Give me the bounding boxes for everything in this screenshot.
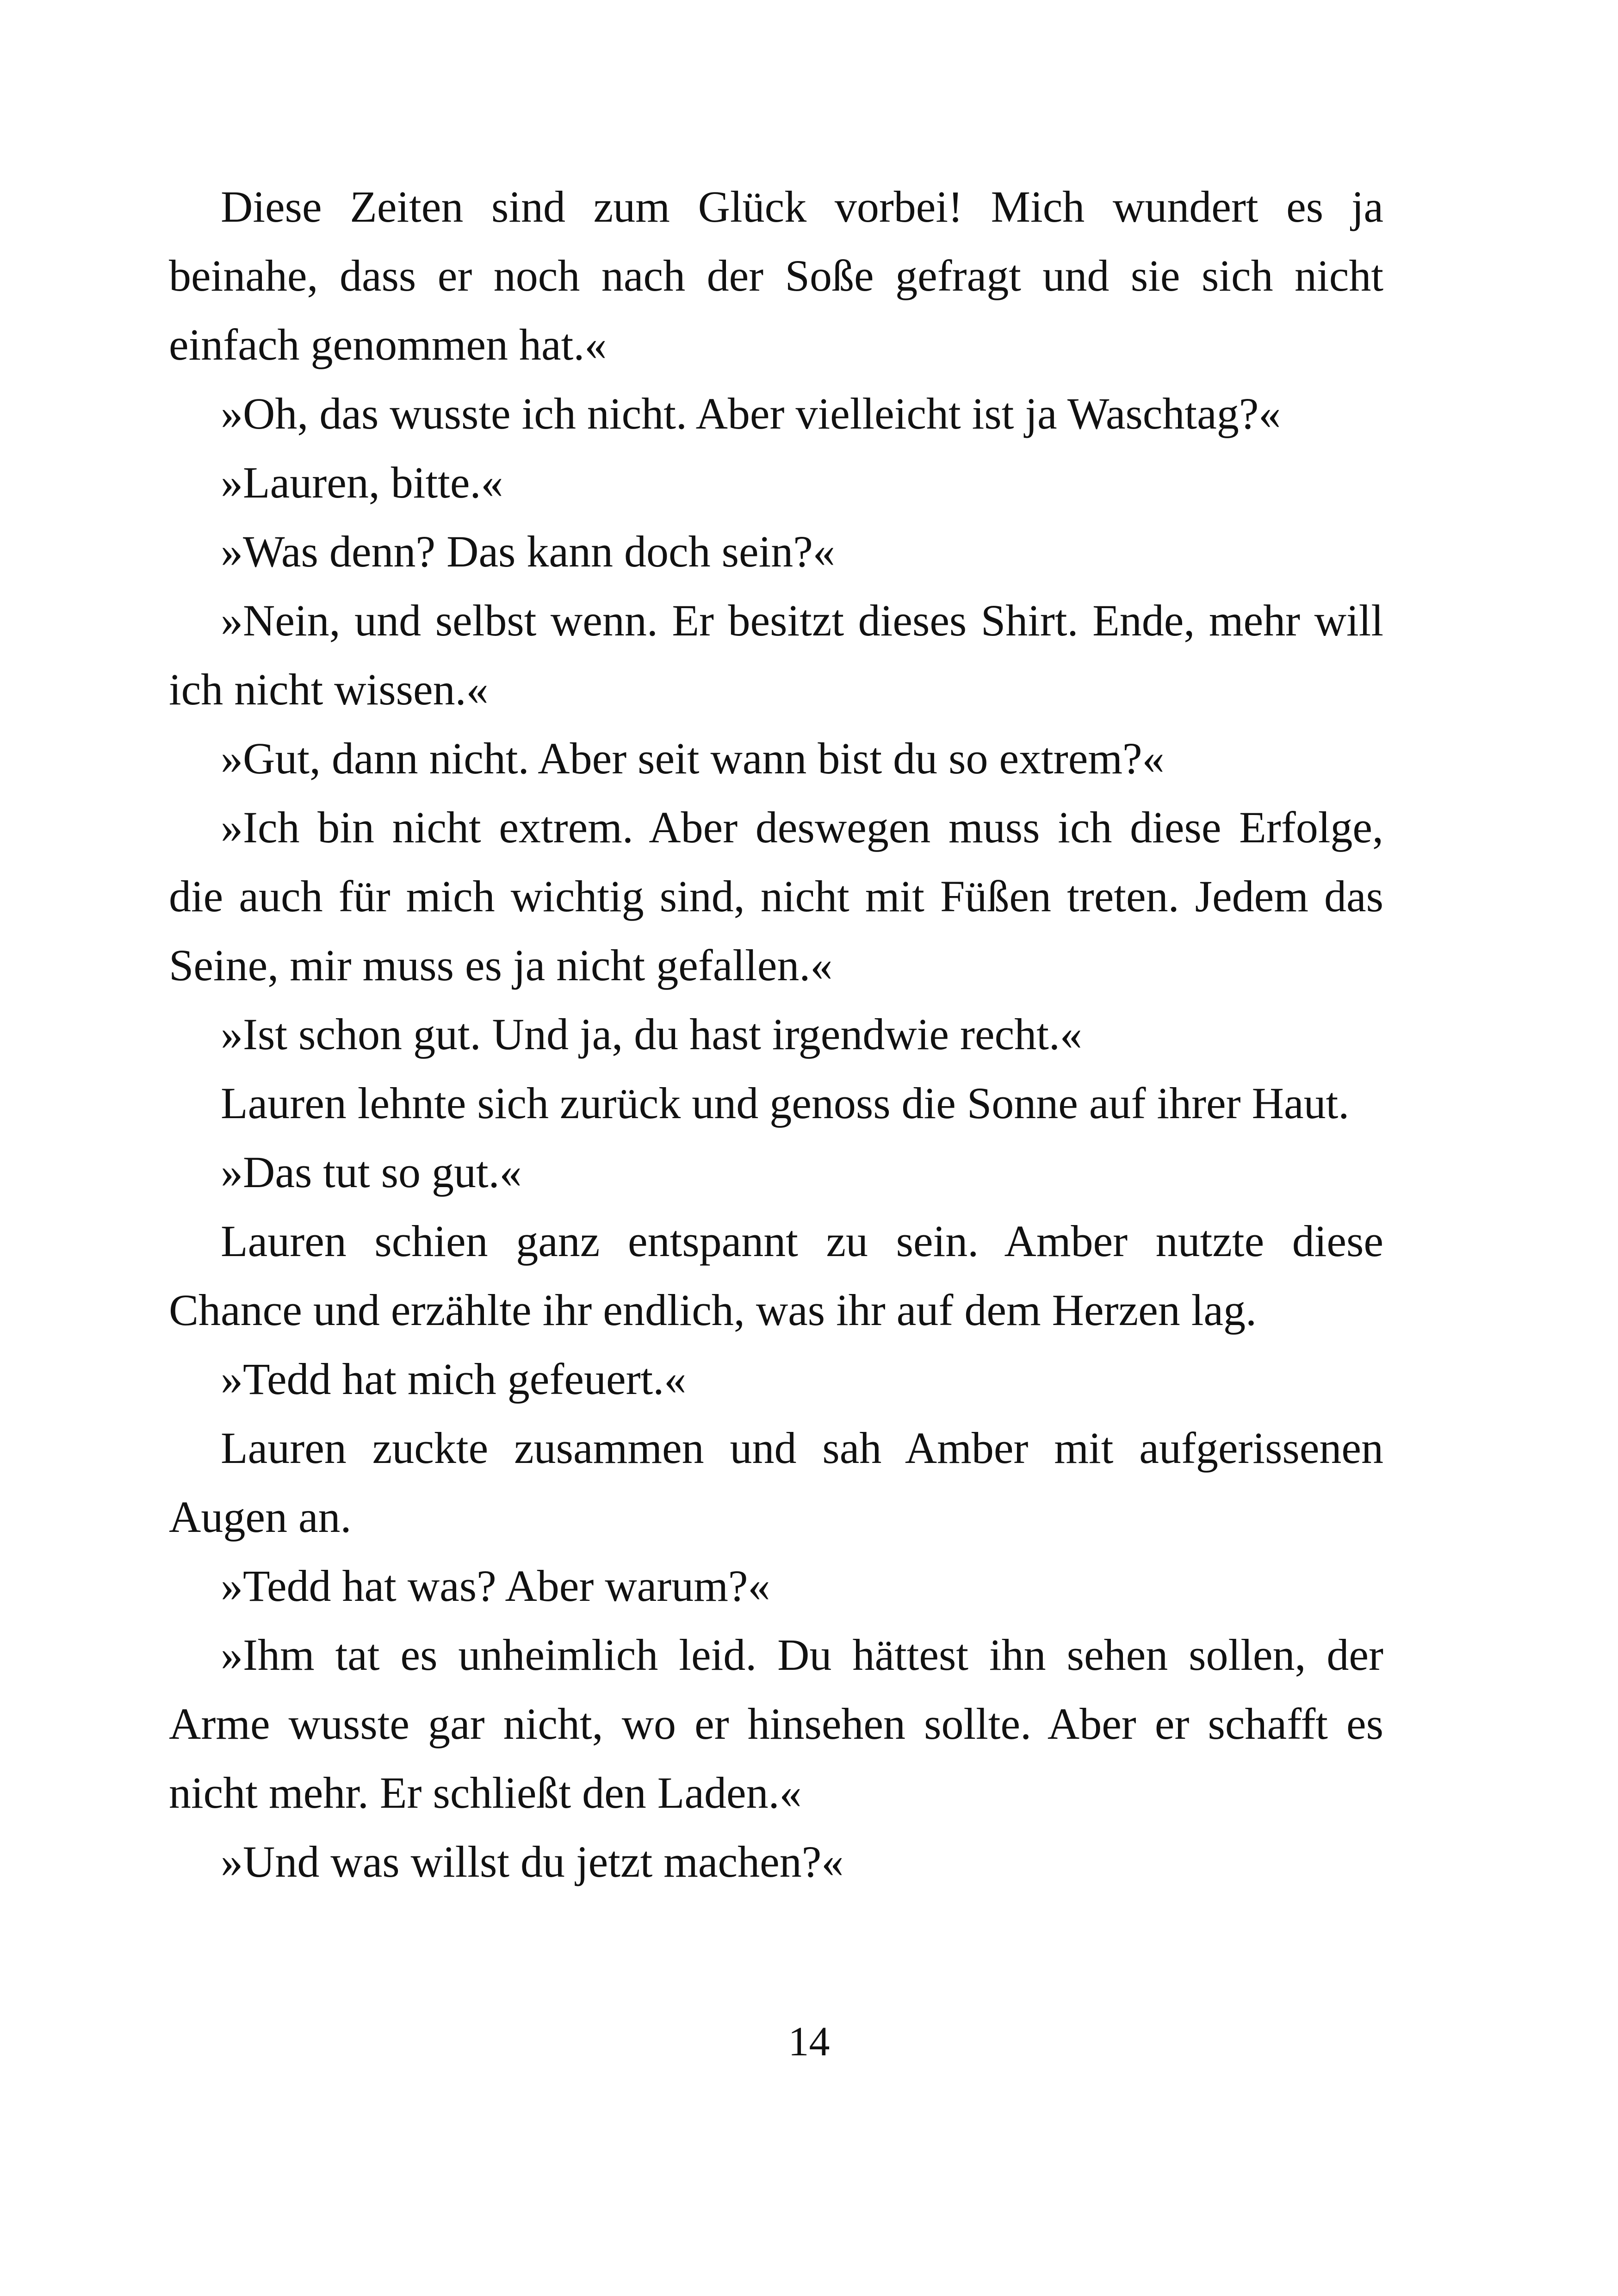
paragraph: Diese Zeiten sind zum Glück vorbei! Mich wundert es ja beinahe, dass er noch nach der Soße gefragt und sie sich nicht einfach genommen hat.« bbox=[169, 182, 1383, 369]
paragraph: »Ihm tat es unheimlich leid. Du hättest ihn sehen sollen, der Arme wusste gar nicht, wo er hinsehen sollte. Aber er schafft es nicht mehr. Er schließt den Laden.« bbox=[169, 1630, 1383, 1817]
paragraph: »Das tut so gut.« bbox=[221, 1147, 522, 1197]
paragraph: »Tedd hat mich gefeuert.« bbox=[221, 1354, 687, 1404]
paragraph: »Nein, und selbst wenn. Er besitzt dieses Shirt. Ende, mehr will ich nicht wissen.« bbox=[169, 596, 1383, 714]
paragraph: Lauren zuckte zusammen und sah Amber mit aufgerissenen Augen an. bbox=[169, 1423, 1383, 1542]
page-number: 14 bbox=[788, 2019, 830, 2065]
paragraph: »Oh, das wusste ich nicht. Aber vielleicht ist ja Waschtag?« bbox=[221, 389, 1281, 438]
paragraph: »Lauren, bitte.« bbox=[221, 458, 503, 507]
paragraph: Lauren schien ganz entspannt zu sein. Amber nutzte diese Chance und erzählte ihr endlich, was ihr auf dem Herzen lag. bbox=[169, 1216, 1383, 1335]
text-block bbox=[169, 172, 1383, 1896]
paragraph: »Was denn? Das kann doch sein?« bbox=[221, 527, 835, 576]
paragraph: »Ist schon gut. Und ja, du hast irgendwie recht.« bbox=[221, 1009, 1082, 1059]
paragraph: »Und was willst du jetzt machen?« bbox=[221, 1837, 844, 1886]
paragraph: »Tedd hat was? Aber warum?« bbox=[221, 1561, 770, 1611]
paragraph: Lauren lehnte sich zurück und genoss die Sonne auf ihrer Haut. bbox=[221, 1078, 1350, 1128]
paragraph: »Gut, dann nicht. Aber seit wann bist du so extrem?« bbox=[221, 734, 1165, 783]
paragraph: »Ich bin nicht extrem. Aber deswegen muss ich diese Erfolge, die auch für mich wichtig sind, nicht mit Füßen treten. Jedem das Seine, mir muss es ja nicht gefallen.« bbox=[169, 803, 1383, 990]
